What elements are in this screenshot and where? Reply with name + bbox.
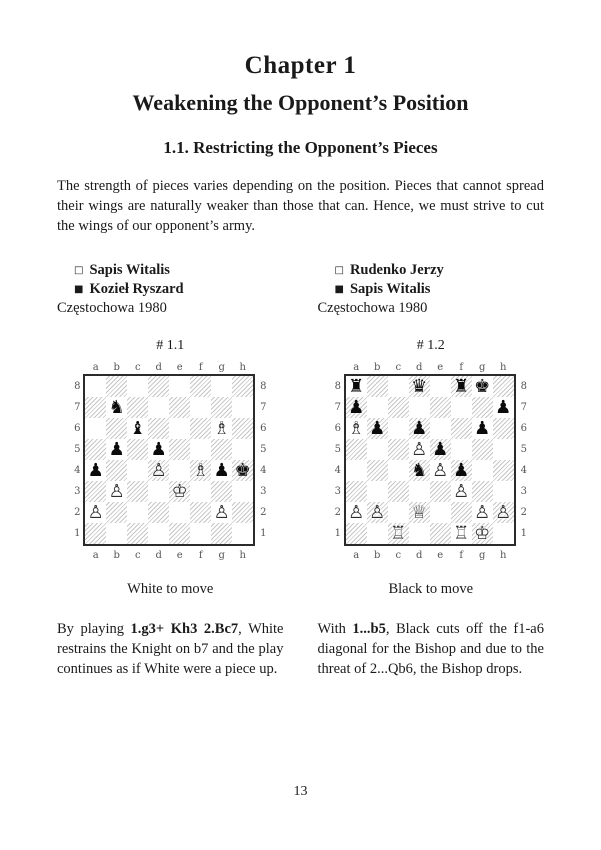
square-h2 — [232, 502, 253, 523]
square-f6 — [190, 418, 211, 439]
square-d8 — [148, 376, 169, 397]
white-player-line — [318, 261, 545, 280]
white-player-name: Sapis Witalis — [89, 262, 170, 278]
square-b1 — [106, 523, 127, 544]
square-e2 — [169, 502, 190, 523]
square-g8 — [211, 376, 232, 397]
square-f6 — [451, 418, 472, 439]
file-labels-top-h: h — [239, 362, 246, 373]
square-d8 — [409, 376, 430, 397]
black-pawn-icon: ♟ — [108, 438, 125, 460]
square-g4 — [211, 460, 232, 481]
square-f1 — [451, 523, 472, 544]
square-f5 — [451, 439, 472, 460]
white-pawn-icon: ♙ — [453, 480, 470, 502]
square-b5 — [106, 439, 127, 460]
square-e1 — [169, 523, 190, 544]
black-player-name: Sapis Witalis — [349, 281, 431, 297]
black-square-icon: ■ — [334, 284, 344, 295]
rank-labels-right-2: 2 — [260, 507, 267, 518]
white-pawn-icon: ♙ — [108, 480, 125, 502]
white-rook-icon: ♖ — [453, 522, 470, 544]
square-e6 — [169, 418, 190, 439]
square-d7 — [148, 397, 169, 418]
file-labels-top-g: g — [479, 362, 486, 373]
square-f8 — [190, 376, 211, 397]
file-labels-bottom — [85, 549, 253, 562]
white-king-icon: ♔ — [474, 522, 491, 544]
chess-board-2 — [332, 361, 530, 562]
black-knight-icon: ♞ — [108, 396, 125, 418]
rank-labels-right-8: 8 — [260, 381, 267, 392]
square-c4 — [388, 460, 409, 481]
file-labels-top-g: g — [218, 362, 225, 373]
square-f3 — [190, 481, 211, 502]
rank-labels-left — [71, 376, 83, 544]
white-pawn-icon: ♙ — [474, 501, 491, 523]
square-a7 — [85, 397, 106, 418]
square-b3 — [106, 481, 127, 502]
square-c5 — [127, 439, 148, 460]
move-caption: White to move — [127, 581, 214, 597]
white-pawn-icon: ♙ — [87, 501, 104, 523]
commentary-paragraph: With 1...b5, Black cuts off the f1-a6 diagonal for the Bishop and due to the threat of 2...Qb6, the Bishop drops. — [317, 621, 544, 677]
rank-labels-right-3: 3 — [260, 486, 267, 497]
black-queen-icon: ♛ — [411, 375, 428, 397]
square-d6 — [409, 418, 430, 439]
square-c6 — [127, 418, 148, 439]
square-a8 — [346, 376, 367, 397]
square-h6 — [493, 418, 514, 439]
white-bishop-icon: ♗ — [192, 459, 209, 481]
square-g5 — [472, 439, 493, 460]
square-d5 — [148, 439, 169, 460]
page-number: 13 — [293, 784, 308, 799]
square-a6 — [85, 418, 106, 439]
players-block — [318, 261, 545, 317]
rank-labels-left-8: 8 — [334, 381, 341, 392]
square-e7 — [430, 397, 451, 418]
file-labels-top-b: b — [113, 362, 120, 373]
black-bishop-icon: ♝ — [129, 417, 146, 439]
file-labels-top-b: b — [374, 362, 381, 373]
square-g5 — [211, 439, 232, 460]
chapter-subtitle: Weakening the Opponent’s Position — [132, 90, 469, 115]
event-line: Częstochowa 1980 — [317, 300, 428, 316]
chapter-title: Chapter 1 — [244, 52, 357, 79]
square-a3 — [85, 481, 106, 502]
square-b6 — [106, 418, 127, 439]
square-d6 — [148, 418, 169, 439]
file-labels-bottom-f: f — [198, 550, 203, 561]
square-e6 — [430, 418, 451, 439]
white-bishop-icon: ♗ — [213, 417, 230, 439]
square-f4 — [190, 460, 211, 481]
file-labels-bottom-b: b — [374, 550, 381, 561]
square-e4 — [169, 460, 190, 481]
file-labels-top-a: a — [92, 362, 99, 373]
rank-labels-right-8: 8 — [520, 381, 527, 392]
file-labels-bottom-h: h — [239, 550, 246, 561]
black-player-line — [57, 280, 284, 299]
square-a5 — [85, 439, 106, 460]
square-d4 — [409, 460, 430, 481]
black-player-line — [318, 280, 545, 299]
file-labels-bottom-c: c — [395, 550, 402, 561]
file-labels-top-c: c — [134, 362, 141, 373]
square-c7 — [388, 397, 409, 418]
game-column-right — [318, 261, 545, 679]
board-grid — [83, 374, 255, 546]
square-f2 — [451, 502, 472, 523]
rank-labels-right-5: 5 — [520, 444, 527, 455]
black-pawn-icon: ♟ — [348, 396, 365, 418]
square-b2 — [367, 502, 388, 523]
square-g7 — [211, 397, 232, 418]
square-a1 — [85, 523, 106, 544]
white-rook-icon: ♖ — [390, 522, 407, 544]
white-player-name: Rudenko Jerzy — [349, 262, 444, 278]
rank-labels-left-4: 4 — [74, 465, 81, 476]
square-h7 — [493, 397, 514, 418]
file-labels-top-e: e — [437, 362, 444, 373]
square-a6 — [346, 418, 367, 439]
file-labels-top-d: d — [416, 362, 423, 373]
black-pawn-icon: ♟ — [474, 417, 491, 439]
square-c8 — [127, 376, 148, 397]
square-e3 — [169, 481, 190, 502]
rank-labels-right-7: 7 — [520, 402, 527, 413]
square-b3 — [367, 481, 388, 502]
square-g4 — [472, 460, 493, 481]
black-pawn-icon: ♟ — [369, 417, 386, 439]
rank-labels-left-7: 7 — [334, 402, 341, 413]
file-labels-top-e: e — [176, 362, 183, 373]
white-pawn-icon: ♙ — [213, 501, 230, 523]
square-c3 — [127, 481, 148, 502]
square-d1 — [409, 523, 430, 544]
square-c2 — [388, 502, 409, 523]
square-g8 — [472, 376, 493, 397]
intro-paragraph: The strength of pieces varies depending on the position. Pieces that cannot spread their wings are naturally weaker than those that can. Hence, we must strive to cut the wings of our opponent’s army. — [57, 178, 544, 234]
rank-labels-right-4: 4 — [260, 465, 267, 476]
square-c4 — [127, 460, 148, 481]
black-pawn-icon: ♟ — [87, 459, 104, 481]
square-c1 — [127, 523, 148, 544]
square-b8 — [367, 376, 388, 397]
white-square-icon: □ — [334, 265, 344, 276]
rank-labels-right-2: 2 — [520, 507, 527, 518]
square-g3 — [472, 481, 493, 502]
square-c2 — [127, 502, 148, 523]
square-g7 — [472, 397, 493, 418]
square-h6 — [232, 418, 253, 439]
square-d3 — [148, 481, 169, 502]
commentary-paragraph: By playing 1.g3+ Kh3 2.Bc7, White restrains the Knight on b7 and the play continues as if White were a piece up. — [57, 621, 284, 677]
file-labels-bottom-f: f — [459, 550, 464, 561]
square-b7 — [106, 397, 127, 418]
file-labels-top-d: d — [155, 362, 162, 373]
square-b1 — [367, 523, 388, 544]
square-c3 — [388, 481, 409, 502]
square-a5 — [346, 439, 367, 460]
rank-labels-left-2: 2 — [334, 507, 341, 518]
section-title: 1.1. Restricting the Opponent’s Pieces — [163, 138, 438, 157]
square-e5 — [430, 439, 451, 460]
rank-labels-left-3: 3 — [74, 486, 81, 497]
square-b5 — [367, 439, 388, 460]
square-a1 — [346, 523, 367, 544]
rank-labels-left-2: 2 — [74, 507, 81, 518]
square-e8 — [430, 376, 451, 397]
rank-labels-left-1: 1 — [74, 528, 81, 539]
square-c7 — [127, 397, 148, 418]
square-d5 — [409, 439, 430, 460]
square-a2 — [346, 502, 367, 523]
file-labels-top — [85, 361, 253, 374]
square-c5 — [388, 439, 409, 460]
square-c8 — [388, 376, 409, 397]
square-e4 — [430, 460, 451, 481]
square-f7 — [190, 397, 211, 418]
square-d2 — [148, 502, 169, 523]
rank-labels-right — [518, 376, 530, 544]
square-a8 — [85, 376, 106, 397]
rank-labels-right-6: 6 — [520, 423, 527, 434]
black-pawn-icon: ♟ — [411, 417, 428, 439]
rank-labels-right-7: 7 — [260, 402, 267, 413]
black-rook-icon: ♜ — [453, 375, 470, 397]
file-labels-bottom — [346, 549, 514, 562]
file-labels-bottom-e: e — [176, 550, 183, 561]
black-pawn-icon: ♟ — [213, 459, 230, 481]
white-king-icon: ♔ — [171, 480, 188, 502]
rank-labels-left-6: 6 — [334, 423, 341, 434]
white-player-line — [57, 261, 284, 280]
square-b2 — [106, 502, 127, 523]
white-pawn-icon: ♙ — [348, 501, 365, 523]
square-c1 — [388, 523, 409, 544]
rank-labels-left-8: 8 — [74, 381, 81, 392]
file-labels-bottom-a: a — [92, 550, 99, 561]
rank-labels-right-4: 4 — [520, 465, 527, 476]
square-a2 — [85, 502, 106, 523]
black-king-icon: ♚ — [474, 375, 491, 397]
rank-labels-left-3: 3 — [334, 486, 341, 497]
square-b4 — [367, 460, 388, 481]
file-labels-top-a: a — [353, 362, 360, 373]
diagram-label: # 1.2 — [416, 338, 445, 353]
move-caption: Black to move — [388, 581, 474, 597]
rank-labels-left — [332, 376, 344, 544]
square-h1 — [232, 523, 253, 544]
file-labels-bottom-a: a — [353, 550, 360, 561]
square-d2 — [409, 502, 430, 523]
square-e1 — [430, 523, 451, 544]
square-f2 — [190, 502, 211, 523]
square-a4 — [85, 460, 106, 481]
square-h4 — [493, 460, 514, 481]
square-f8 — [451, 376, 472, 397]
white-pawn-icon: ♙ — [495, 501, 512, 523]
diagram-label: # 1.1 — [156, 338, 185, 353]
file-labels-bottom-d: d — [416, 550, 423, 561]
white-pawn-icon: ♙ — [369, 501, 386, 523]
file-labels-bottom-b: b — [113, 550, 120, 561]
square-a3 — [346, 481, 367, 502]
square-d3 — [409, 481, 430, 502]
rank-labels-right-6: 6 — [260, 423, 267, 434]
square-d1 — [148, 523, 169, 544]
square-h8 — [493, 376, 514, 397]
square-d4 — [148, 460, 169, 481]
square-b7 — [367, 397, 388, 418]
file-labels-top-h: h — [500, 362, 507, 373]
white-bishop-icon: ♗ — [348, 417, 365, 439]
event-line: Częstochowa 1980 — [57, 300, 167, 316]
square-g1 — [472, 523, 493, 544]
square-b8 — [106, 376, 127, 397]
file-labels-top — [346, 361, 514, 374]
square-h3 — [493, 481, 514, 502]
rank-labels-left-1: 1 — [334, 528, 341, 539]
black-pawn-icon: ♟ — [495, 396, 512, 418]
square-f3 — [451, 481, 472, 502]
white-pawn-icon: ♙ — [411, 438, 428, 460]
white-pawn-icon: ♙ — [150, 459, 167, 481]
black-player-name: Kozieł Ryszard — [89, 281, 184, 297]
square-g2 — [472, 502, 493, 523]
square-f4 — [451, 460, 472, 481]
square-g2 — [211, 502, 232, 523]
square-f7 — [451, 397, 472, 418]
square-h7 — [232, 397, 253, 418]
black-pawn-icon: ♟ — [150, 438, 167, 460]
square-e5 — [169, 439, 190, 460]
square-c6 — [388, 418, 409, 439]
game-column-left — [57, 261, 284, 679]
square-b4 — [106, 460, 127, 481]
file-labels-bottom-e: e — [437, 550, 444, 561]
rank-labels-right-1: 1 — [260, 528, 267, 539]
square-h3 — [232, 481, 253, 502]
square-g1 — [211, 523, 232, 544]
file-labels-top-f: f — [459, 362, 464, 373]
square-f1 — [190, 523, 211, 544]
white-queen-icon: ♕ — [411, 501, 428, 523]
black-king-icon: ♚ — [234, 459, 251, 481]
rank-labels-left-5: 5 — [74, 444, 81, 455]
square-d7 — [409, 397, 430, 418]
square-e7 — [169, 397, 190, 418]
square-h5 — [232, 439, 253, 460]
white-pawn-icon: ♙ — [432, 459, 449, 481]
black-rook-icon: ♜ — [348, 375, 365, 397]
square-e2 — [430, 502, 451, 523]
file-labels-bottom-g: g — [479, 550, 486, 561]
board-grid — [344, 374, 516, 546]
file-labels-top-c: c — [395, 362, 402, 373]
black-square-icon: ■ — [74, 284, 84, 295]
square-h5 — [493, 439, 514, 460]
square-h4 — [232, 460, 253, 481]
black-pawn-icon: ♟ — [453, 459, 470, 481]
file-labels-bottom-c: c — [134, 550, 141, 561]
rank-labels-right — [257, 376, 269, 544]
white-square-icon: □ — [74, 265, 84, 276]
rank-labels-left-7: 7 — [74, 402, 81, 413]
rank-labels-left-5: 5 — [334, 444, 341, 455]
players-block — [57, 261, 284, 317]
rank-labels-right-3: 3 — [520, 486, 527, 497]
square-h1 — [493, 523, 514, 544]
file-labels-bottom-h: h — [500, 550, 507, 561]
file-labels-top-f: f — [198, 362, 203, 373]
rank-labels-right-5: 5 — [260, 444, 267, 455]
rank-labels-right-1: 1 — [520, 528, 527, 539]
square-g6 — [472, 418, 493, 439]
square-h8 — [232, 376, 253, 397]
square-h2 — [493, 502, 514, 523]
black-knight-icon: ♞ — [411, 459, 428, 481]
square-g6 — [211, 418, 232, 439]
square-a4 — [346, 460, 367, 481]
diagram-columns — [57, 261, 544, 679]
square-e3 — [430, 481, 451, 502]
rank-labels-left-4: 4 — [334, 465, 341, 476]
file-labels-bottom-g: g — [218, 550, 225, 561]
file-labels-bottom-d: d — [155, 550, 162, 561]
square-e8 — [169, 376, 190, 397]
square-b6 — [367, 418, 388, 439]
chess-board-1 — [71, 361, 269, 562]
rank-labels-left-6: 6 — [74, 423, 81, 434]
square-f5 — [190, 439, 211, 460]
black-pawn-icon: ♟ — [432, 438, 449, 460]
square-g3 — [211, 481, 232, 502]
square-a7 — [346, 397, 367, 418]
